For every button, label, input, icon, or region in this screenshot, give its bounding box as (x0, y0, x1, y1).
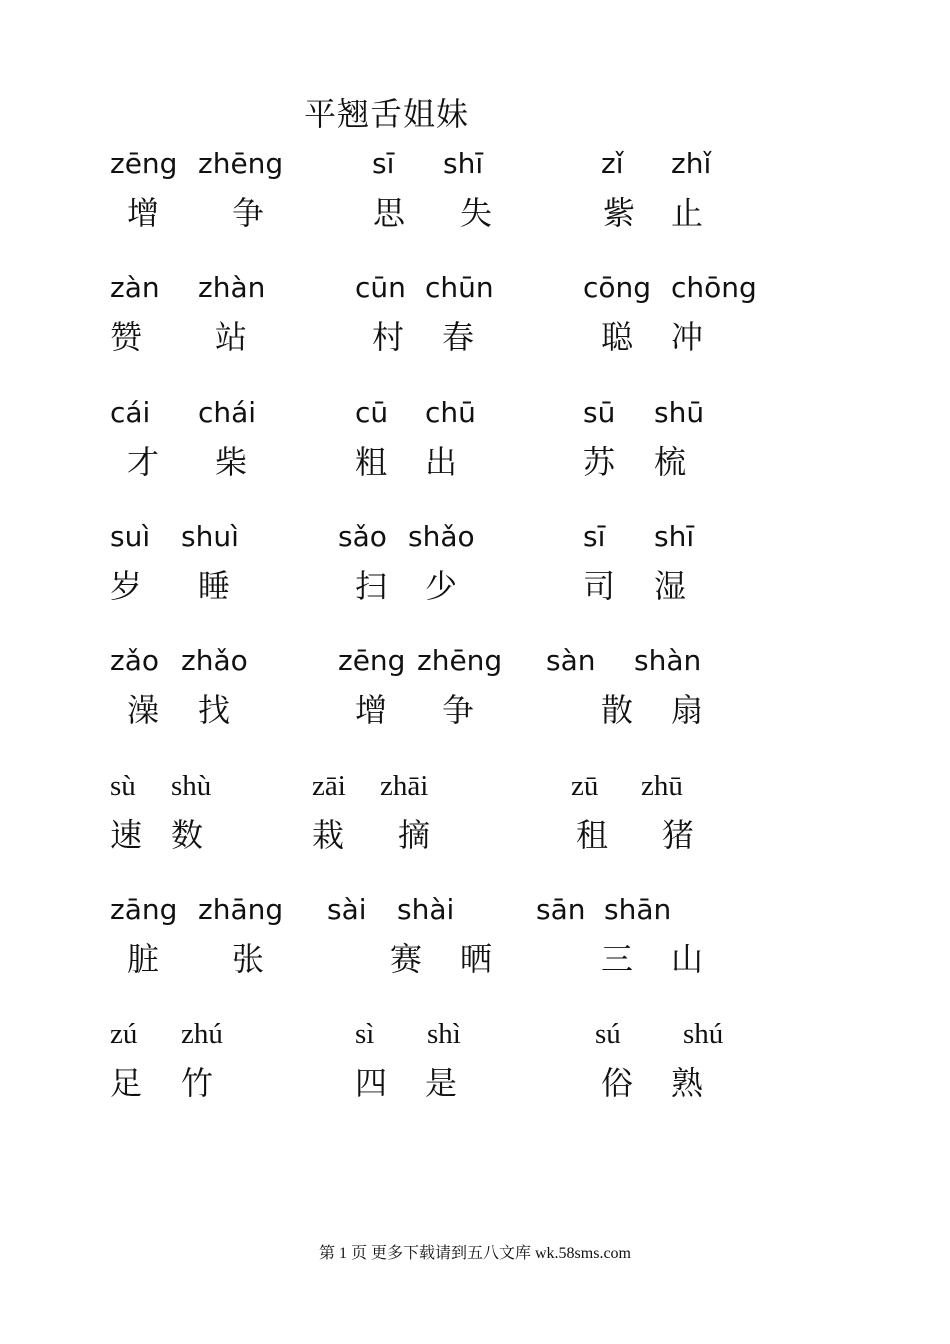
pinyin-label: sǎo (338, 520, 387, 553)
hanzi-character: 速 (110, 816, 143, 854)
pinyin-label: sàn (546, 644, 596, 677)
pinyin-label: shǎo (408, 520, 475, 553)
hanzi-character: 竹 (181, 1064, 214, 1102)
hanzi-character: 赞 (110, 318, 143, 356)
pinyin-label: chái (198, 396, 257, 429)
pinyin-label: cōng (583, 271, 652, 304)
pinyin-label: zū (571, 770, 599, 802)
pinyin-label: zhǐ (671, 147, 712, 180)
pinyin-label: zhāi (380, 770, 429, 802)
hanzi-character: 晒 (460, 940, 493, 978)
pinyin-label: zēng (338, 644, 406, 677)
pinyin-label: chū (425, 396, 476, 429)
pinyin-label: zēng (110, 147, 178, 180)
hanzi-character: 司 (583, 567, 616, 605)
pinyin-label: shù (171, 770, 212, 802)
pinyin-label: shān (604, 893, 672, 926)
pinyin-label: zhú (181, 1018, 223, 1050)
pinyin-label: zhēng (417, 644, 503, 677)
hanzi-character: 山 (671, 940, 704, 978)
pinyin-label: zhǎo (181, 644, 248, 677)
hanzi-character: 聪 (601, 318, 634, 356)
hanzi-character: 柴 (215, 443, 248, 481)
pinyin-label: chūn (425, 271, 494, 304)
hanzi-character: 澡 (127, 691, 160, 729)
hanzi-character: 苏 (583, 443, 616, 481)
hanzi-character: 粗 (355, 443, 388, 481)
page-title: 平翘舌姐妹 (304, 95, 470, 133)
hanzi-character: 少 (425, 567, 458, 605)
pinyin-label: zǐ (601, 147, 624, 180)
pinyin-label: sú (595, 1018, 621, 1050)
hanzi-character: 摘 (398, 816, 431, 854)
hanzi-character: 租 (576, 816, 609, 854)
pinyin-label: cū (355, 396, 389, 429)
pinyin-label: zǎo (110, 644, 159, 677)
hanzi-character: 出 (425, 443, 458, 481)
page-footer: 第 1 页 更多下载请到五八文库 wk.58sms.com (318, 1245, 631, 1262)
hanzi-character: 脏 (127, 940, 160, 978)
pinyin-label: sù (110, 770, 136, 802)
hanzi-character: 栽 (312, 816, 345, 854)
hanzi-character: 站 (215, 318, 248, 356)
hanzi-character: 冲 (671, 318, 704, 356)
pinyin-label: shū (654, 396, 705, 429)
pinyin-label: sī (372, 147, 395, 180)
pinyin-label: sī (583, 520, 606, 553)
pinyin-label: zhū (641, 770, 683, 802)
hanzi-character: 熟 (671, 1064, 704, 1102)
hanzi-character: 数 (171, 816, 204, 854)
hanzi-character: 睡 (198, 567, 231, 605)
pinyin-label: sài (327, 893, 367, 926)
hanzi-character: 失 (460, 194, 493, 232)
hanzi-character: 足 (110, 1064, 143, 1102)
hanzi-character: 争 (232, 194, 265, 232)
hanzi-character: 扇 (671, 691, 704, 729)
hanzi-character: 扫 (355, 567, 388, 605)
pinyin-label: sì (355, 1018, 375, 1050)
hanzi-character: 三 (601, 940, 634, 978)
hanzi-character: 俗 (601, 1064, 634, 1102)
pinyin-label: zāng (110, 893, 178, 926)
hanzi-character: 梳 (654, 443, 687, 481)
pinyin-label: zhāng (198, 893, 284, 926)
hanzi-character: 紫 (603, 194, 636, 232)
hanzi-character: 找 (198, 691, 231, 729)
hanzi-character: 止 (671, 194, 704, 232)
pinyin-label: chōng (671, 271, 757, 304)
hanzi-character: 增 (127, 194, 160, 232)
hanzi-character: 张 (232, 940, 265, 978)
hanzi-character: 村 (372, 318, 405, 356)
hanzi-character: 岁 (110, 567, 143, 605)
pinyin-label: shài (397, 893, 455, 926)
hanzi-character: 是 (425, 1064, 458, 1102)
pinyin-label: sān (536, 893, 586, 926)
pinyin-label: zāi (312, 770, 346, 802)
hanzi-character: 四 (355, 1064, 388, 1102)
pinyin-label: shī (654, 520, 695, 553)
pinyin-label: zú (110, 1018, 138, 1050)
hanzi-character: 春 (442, 318, 475, 356)
pinyin-label: zhàn (198, 271, 266, 304)
pinyin-label: shī (443, 147, 484, 180)
pinyin-label: zhēng (198, 147, 284, 180)
hanzi-character: 猪 (662, 816, 695, 854)
pinyin-label: suì (110, 520, 151, 553)
pinyin-label: sū (583, 396, 616, 429)
pinyin-label: cái (110, 396, 151, 429)
pinyin-label: shú (683, 1018, 724, 1050)
hanzi-character: 才 (127, 443, 160, 481)
hanzi-character: 赛 (390, 940, 423, 978)
pinyin-label: zàn (110, 271, 160, 304)
hanzi-character: 争 (442, 691, 475, 729)
pinyin-label: shì (427, 1018, 461, 1050)
pinyin-label: shàn (634, 644, 702, 677)
hanzi-character: 思 (373, 194, 406, 232)
hanzi-character: 增 (355, 691, 388, 729)
hanzi-character: 湿 (654, 567, 687, 605)
pinyin-label: shuì (181, 520, 239, 553)
pinyin-label: cūn (355, 271, 406, 304)
hanzi-character: 散 (601, 691, 634, 729)
